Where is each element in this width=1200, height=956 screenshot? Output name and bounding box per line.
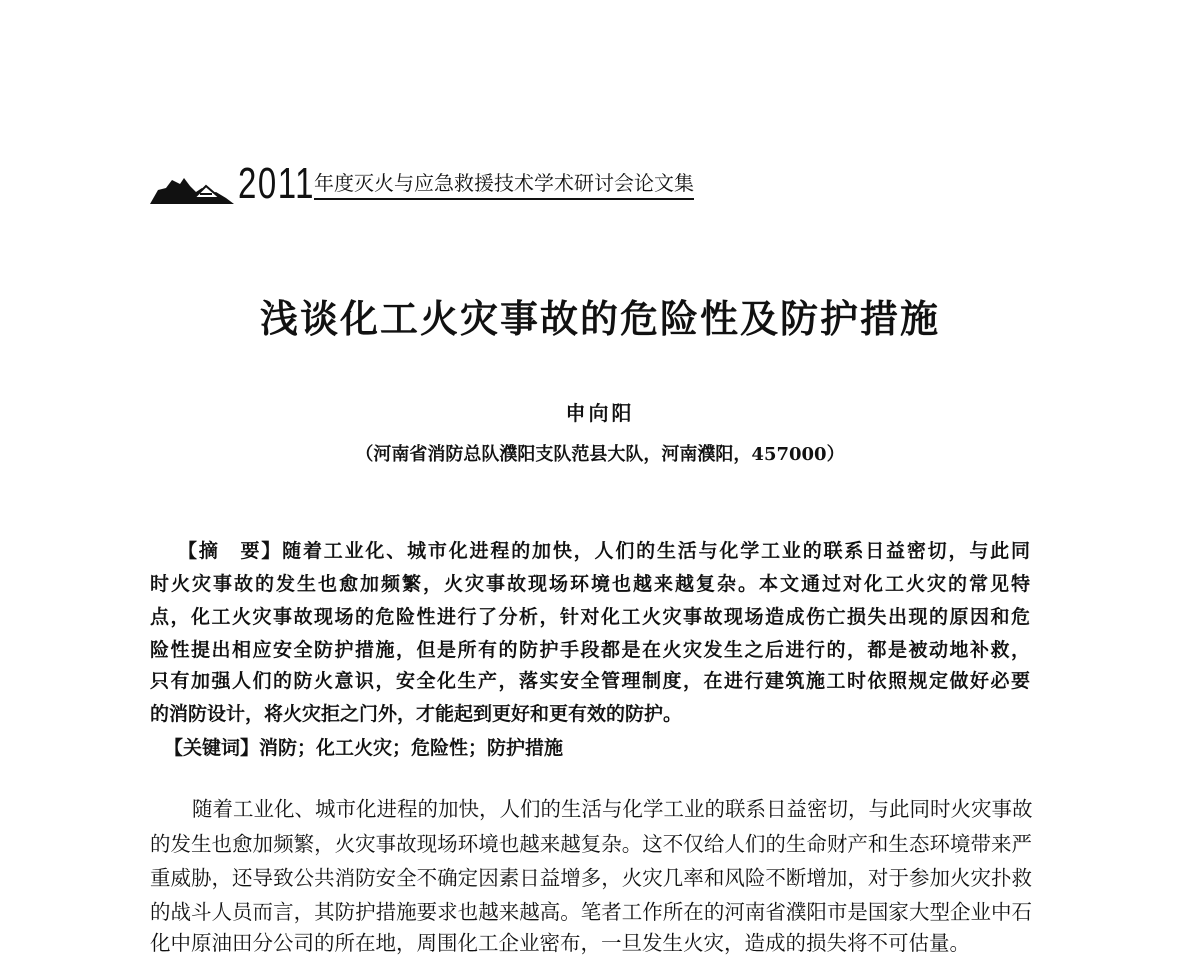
- body-line: 重威胁，还导致公共消防安全不确定因素日益增多，火灾几率和风险不断增加，对于参加火灾扑救: [150, 866, 1032, 890]
- abstract-line: 险性提出相应安全防护措施，但是所有的防护手段都是在火灾发生之后进行的，都是被动地补救，: [150, 639, 1030, 661]
- article-title: 浅谈化工火灾事故的危险性及防护措施: [259, 296, 940, 341]
- abstract-line: 只有加强人们的防火意识，安全化生产，落实安全管理制度，在进行建筑施工时依照规定做好必要: [150, 670, 1030, 692]
- body-line: 随着工业化、城市化进程的加快，人们的生活与化学工业的联系日益密切，与此同时火灾事故: [192, 797, 1032, 821]
- keywords-line: [164, 733, 1044, 760]
- body-line: 化中原油田分公司的所在地，周围化工企业密布，一旦发生火灾，造成的损失将不可估量。: [150, 931, 970, 955]
- conference-logo-icon: [150, 168, 234, 204]
- abstract-line: 点，化工火灾事故现场的危险性进行了分析，针对化工火灾事故现场造成伤亡损失出现的原因和危: [150, 606, 1030, 628]
- abstract-line: 的消防设计，将火灾拒之门外，才能起到更好和更有效的防护。: [150, 703, 683, 725]
- proceedings-year: 2011: [238, 159, 315, 208]
- keywords-label: 【关键词】: [164, 737, 260, 759]
- abstract-label: 【摘 要】: [178, 540, 283, 562]
- keywords-text: 消防；化工火灾；危险性；防护措施: [259, 737, 564, 759]
- body-line: 的战斗人员而言，其防护措施要求也越来越高。笔者工作所在的河南省濮阳市是国家大型企业中石: [150, 900, 1032, 924]
- proceedings-title: 年度灭火与应急救援技术学术研讨会论文集: [314, 167, 694, 200]
- body-line: 的发生也愈加频繁，火灾事故现场环境也越来越复杂。这不仅给人们的生命财产和生态环境带来严: [150, 832, 1032, 856]
- author-affiliation: （河南省消防总队濮阳支队范县大队，河南濮阳，457000）: [355, 444, 845, 465]
- abstract-line: 时火灾事故的发生也愈加频繁，火灾事故现场环境也越来越复杂。本文通过对化工火灾的常见特: [150, 573, 1030, 595]
- abstract-line: 【摘 要】随着工业化、城市化进程的加快，人们的生活与化学工业的联系日益密切，与此同: [178, 540, 1030, 562]
- article-author: 申向阳: [565, 401, 635, 425]
- proceedings-header: [150, 159, 694, 208]
